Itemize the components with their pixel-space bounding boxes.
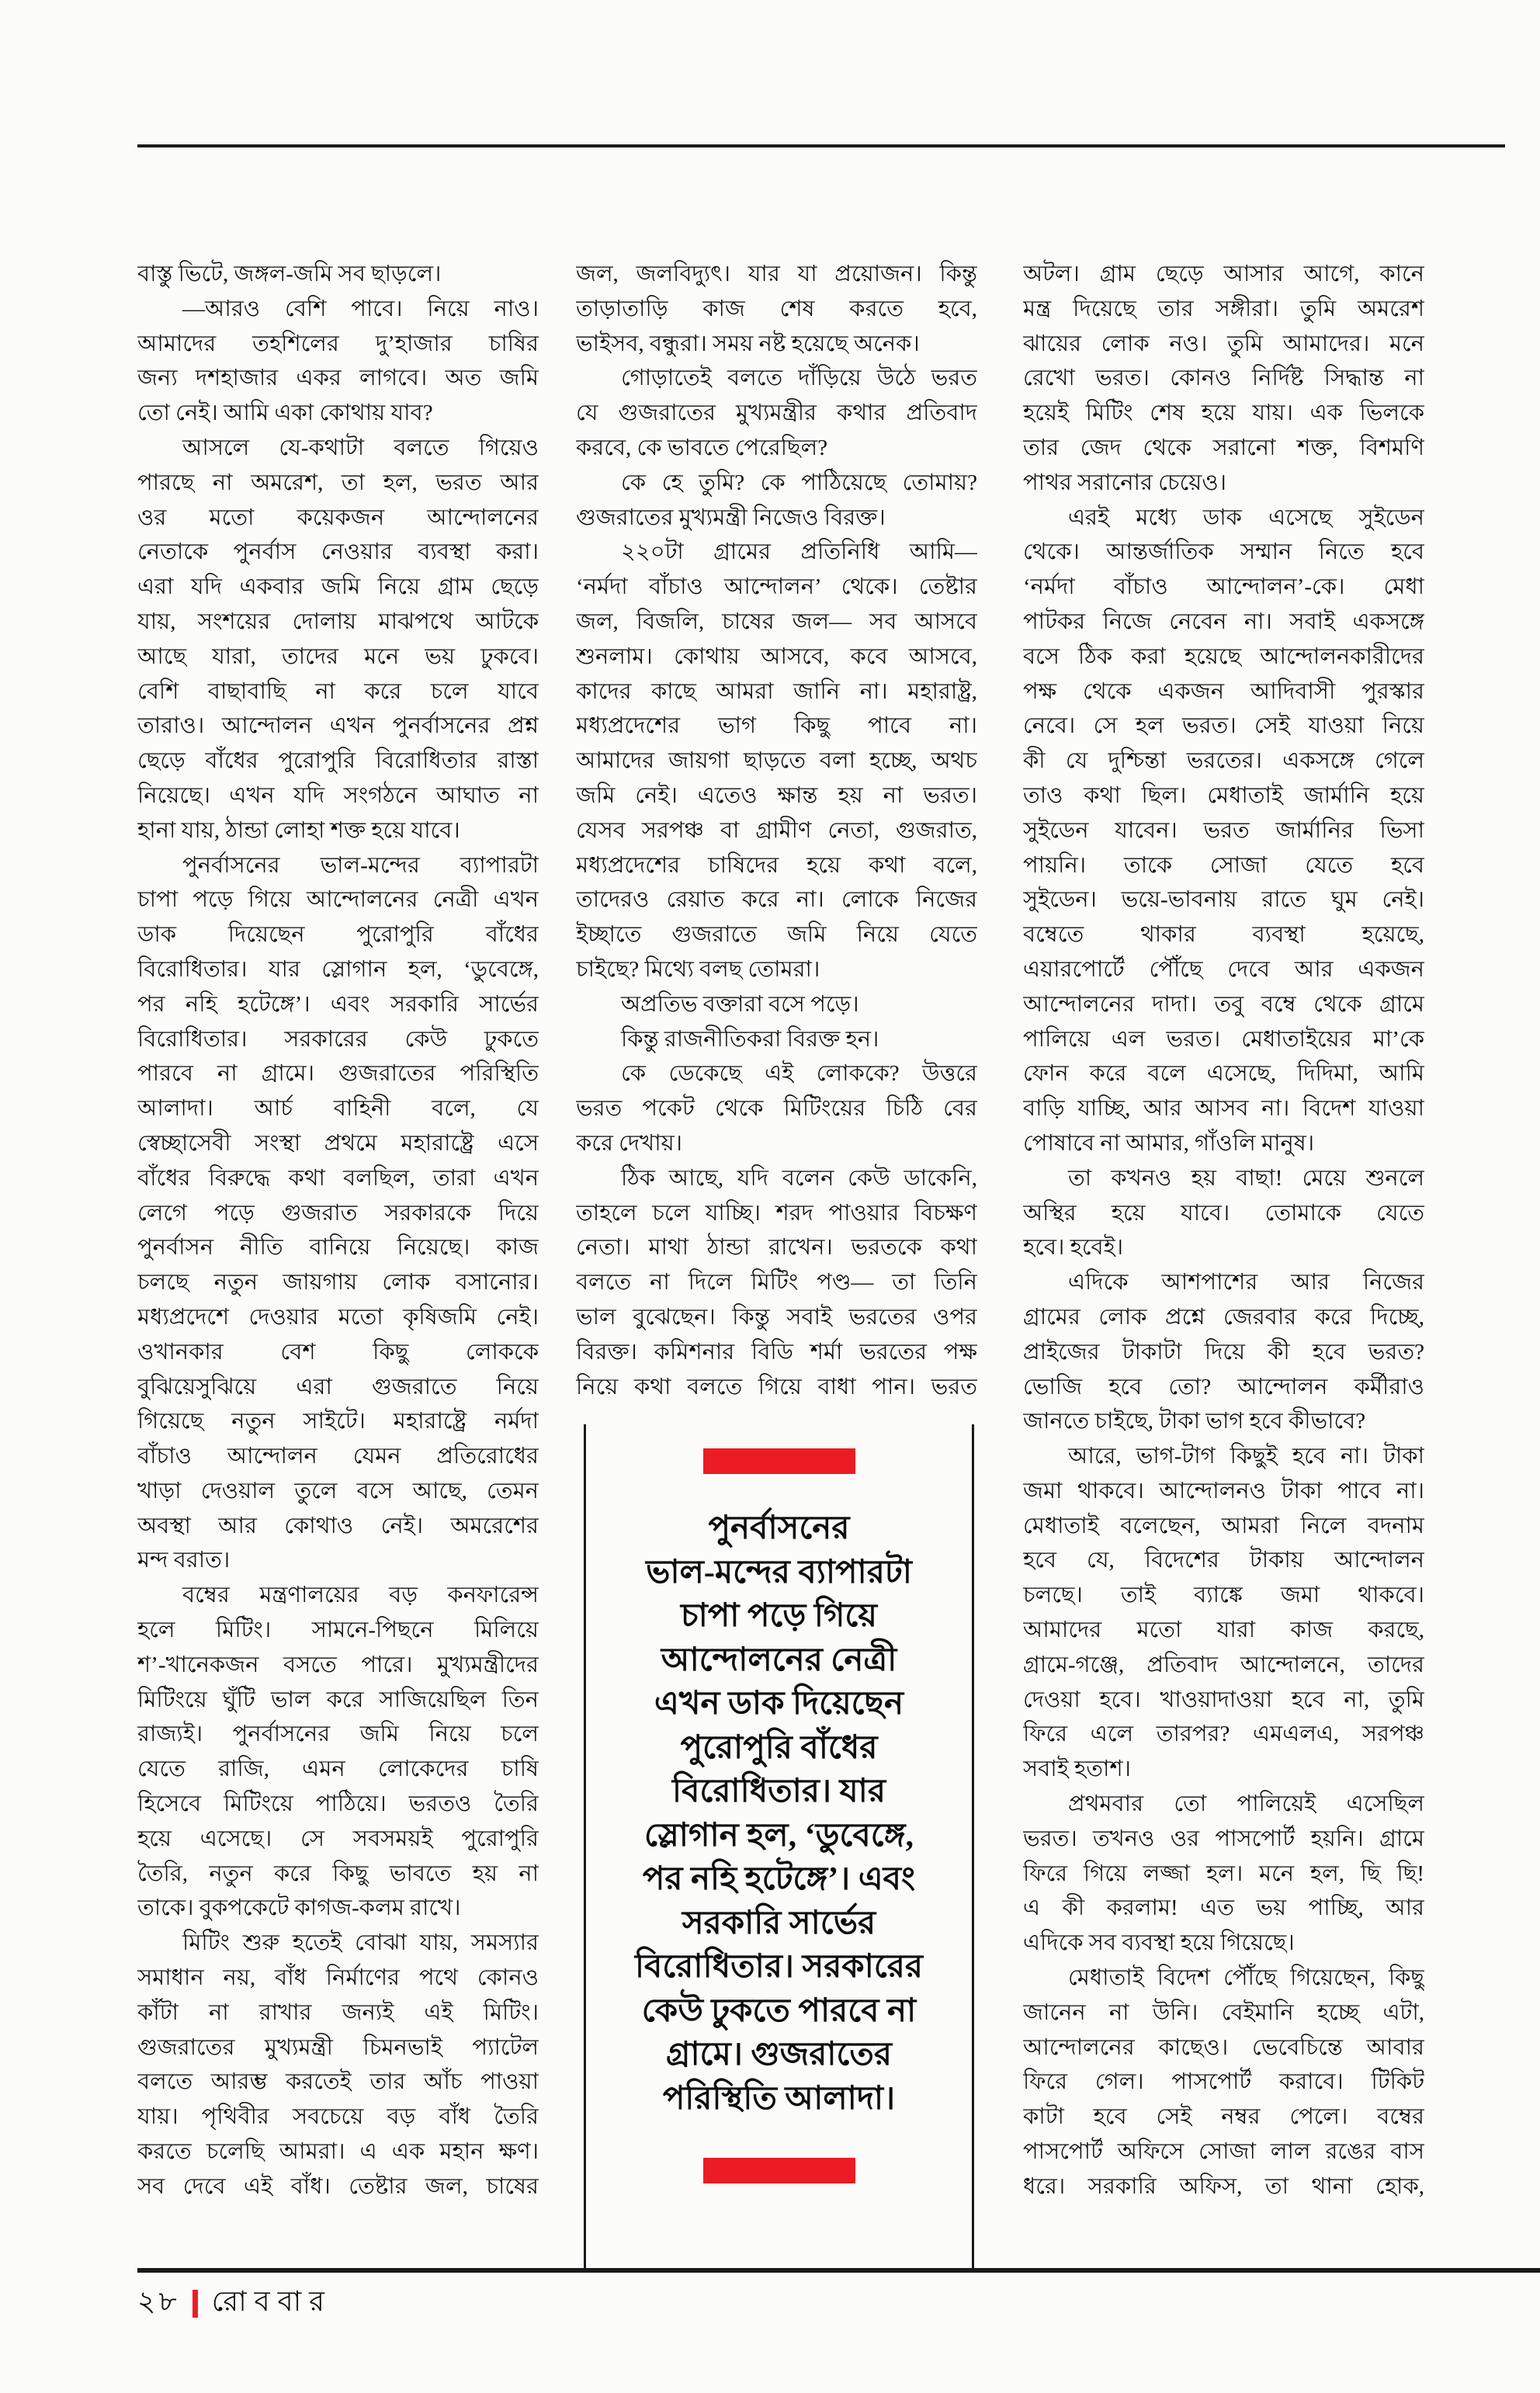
text-line: আরে, ভাগ-টাগ কিছুই হবে না। টাকা <box>1068 1444 1424 1469</box>
text-line: মন্দ বরাত। <box>137 1548 231 1573</box>
text-line: অস্থির হয়ে যাবে। তোমাকে যেতে <box>1023 1200 1424 1226</box>
text-line: পায়নি। তাকে সোজা যেতে হবে <box>1023 852 1424 878</box>
page-number: ২৮ <box>137 2286 180 2317</box>
text-line: আমাদের মতো যারা কাজ করছে, <box>1023 1618 1424 1643</box>
text-line: মধ্যপ্রদেশে দেওয়ার মতো কৃষিজমি নেই। <box>137 1304 539 1330</box>
text-line: পুনর্বাসনের <box>708 1510 850 1546</box>
text-line: মিটিং শুরু হতেই বোঝা যায়, সমস্যার <box>182 1930 539 1956</box>
article-column-1 <box>137 257 539 2204</box>
text-line: গুজরাতের মুখ্যমন্ত্রী নিজেও বিরক্ত। <box>576 505 886 530</box>
text-line: খাড়া দেওয়াল তুলে বসে আছে, তেমন <box>137 1478 539 1503</box>
text-line: নিয়েছে। এখন যদি সংগঠনে আঘাত না <box>137 782 539 808</box>
footer-separator-bar <box>192 2290 198 2318</box>
text-line: এদিকে সব ব্যবস্থা হয়ে গিয়েছে। <box>1023 1930 1295 1956</box>
text-line: করতে চলেছি আমরা। এ এক মহান ক্ষণ। <box>137 2139 539 2165</box>
text-line: তার জেদ থেকে সরানো শক্ত, বিশমণি <box>1023 435 1424 460</box>
text-line: থেকে। আন্তর্জাতিক সম্মান নিতে হবে <box>1023 539 1424 565</box>
text-line: আছে যারা, তাদের মনে ভয় ঢুকবে। <box>137 643 539 669</box>
text-line: বসে ঠিক করা হয়েছে আন্দোলনকারীদের <box>1023 643 1424 669</box>
text-line: হানা যায়, ঠান্ডা লোহা শক্ত হয়ে যাবে। <box>137 817 460 843</box>
text-line: অটল। গ্রাম ছেড়ে আসার আগে, কানে <box>1023 262 1424 286</box>
text-line: ছেড়ে বাঁধের পুরোপুরি বিরোধিতার রাস্তা <box>137 748 539 774</box>
text-line: ভরত। তখনও ওর পাসপোর্ট হয়নি। গ্রামে <box>1023 1826 1424 1851</box>
text-line: লেগে পড়ে গুজরাত সরকারকে দিয়ে <box>137 1200 539 1226</box>
text-line: মেধাতাই বলেছেন, আমরা নিলে বদনাম <box>1023 1513 1424 1538</box>
text-line: সমাধান নয়, বাঁধ নির্মাণের পথে কোনও <box>137 1965 539 1991</box>
page-footer <box>137 2285 332 2322</box>
text-line: পাসপোর্ট অফিসে সোজা লাল রঙের বাস <box>1023 2139 1424 2165</box>
text-line: সব দেবে এই বাঁধ। তেষ্টার জল, চাষের <box>137 2173 539 2199</box>
text-line: ধরে। সরকারি অফিস, তা থানা হোক, <box>1023 2173 1424 2199</box>
text-line: আন্দোলনের নেত্রী <box>661 1642 897 1678</box>
text-line: যায়, সংশয়ের দোলায় মাঝপথে আটকে <box>137 609 539 634</box>
text-line: চাপা পড়ে গিয়ে আন্দোলনের নেত্রী এখন <box>137 887 539 913</box>
text-line: মিটিংয়ে ঘুঁটি ভাল করে সাজিয়েছিল তিন <box>137 1687 539 1712</box>
text-line: কাটা হবে সেই নম্বর পেলে। বম্বের <box>1023 2104 1424 2130</box>
text-line: চাইছে? মিথ্যে বলছ তোমরা। <box>576 956 820 982</box>
text-line: —আরও বেশি পাবে। নিয়ে নাও। <box>182 296 539 321</box>
text-line: করবে, কে ভাবতে পেরেছিল? <box>576 435 828 460</box>
text-line: গুজরাতের মুখ্যমন্ত্রী চিমনভাই প্যাটেল <box>137 2034 539 2060</box>
text-line: ঠিক আছে, যদি বলেন কেউ ডাকেনি, <box>621 1165 977 1191</box>
text-line: সবাই হতাশ। <box>1023 1757 1131 1782</box>
text-line: জল, জলবিদ্যুৎ। যার যা প্রয়োজন। কিন্তু <box>576 262 977 286</box>
text-line: গিয়েছে নতুন সাইটে। মহারাষ্ট্রে নর্মদা <box>137 1409 539 1434</box>
text-line: তো নেই। আমি একা কোথায় যাব? <box>137 401 433 426</box>
text-line: কাঁটা না রাখার জন্যই এই মিটিং। <box>137 1999 539 2025</box>
text-line: বিরোধিতার। সরকারের <box>635 1949 923 1985</box>
magazine-name: রোববার <box>211 2286 332 2317</box>
text-line: নেবে। সে হল ভরত। সেই যাওয়া নিয়ে <box>1023 713 1424 739</box>
text-line: হয়ে এসেছে। সে সবসময়ই পুরোপুরি <box>137 1826 539 1851</box>
text-line: শ’-খানেকজন বসতে পারে। মুখ্যমন্ত্রীদের <box>137 1652 539 1677</box>
article-column-2 <box>576 257 977 1404</box>
text-line: বেশি বাছাবাছি না করে চলে যাবে <box>137 678 539 704</box>
text-line: তাহলে চলে যাচ্ছি। শরদ পাওয়ার বিচক্ষণ <box>576 1200 977 1226</box>
text-line: অবস্থা আর কোথাও নেই। অমরেশের <box>137 1513 539 1538</box>
text-line: এদিকে আশপাশের আর নিজের <box>1068 1270 1424 1295</box>
text-line: নেতা। মাথা ঠান্ডা রাখেন। ভরতকে কথা <box>576 1235 977 1261</box>
text-line: জমা থাকবে। আন্দোলনও টাকা পাবে না। <box>1023 1478 1424 1503</box>
text-line: আলাদা। আর্চ বাহিনী বলে, যে <box>137 1096 539 1122</box>
text-line: বাড়ি যাচ্ছি, আর আসব না। বিদেশ যাওয়া <box>1023 1096 1424 1122</box>
text-line: জন্য দশহাজার একর লাগবে। অত জমি <box>137 366 539 391</box>
text-line: বলতে আরম্ভ করতেই তার আঁচ পাওয়া <box>137 2069 539 2095</box>
text-line: কাদের কাছে আমরা জানি না। মহারাষ্ট্র, <box>576 678 977 704</box>
text-line: এখন ডাক দিয়েছেন <box>654 1686 904 1722</box>
text-line: তাকে। বুকপকেটে কাগজ-কলম রাখে। <box>137 1895 461 1921</box>
text-line: সুইডেন যাবেন। ভরত জার্মানির ভিসা <box>1023 817 1424 843</box>
text-line: পুনর্বাসন নীতি বানিয়ে নিয়েছে। কাজ <box>137 1235 539 1261</box>
text-line: দেওয়া হবে। খাওয়াদাওয়া হবে না, তুমি <box>1023 1687 1424 1712</box>
text-line: গ্রামে-গঞ্জে, প্রতিবাদ আন্দোলনে, তাদের <box>1023 1652 1424 1677</box>
text-line: পুনর্বাসনের ভাল-মন্দের ব্যাপারটা <box>182 852 539 878</box>
text-line: ২২০টা গ্রামের প্রতিনিধি আমি— <box>621 539 977 565</box>
text-line: তা কখনও হয় বাছা! মেয়ে শুনলে <box>1068 1165 1424 1191</box>
text-line: আমাদের তহশিলের দু’হাজার চাষির <box>137 331 539 356</box>
text-line: পরিস্থিতি আলাদা। <box>662 2080 896 2117</box>
text-line: রাজ্যই। পুনর্বাসনের জমি নিয়ে চলে <box>137 1722 539 1747</box>
text-line: পালিয়ে এল ভরত। মেধাতাইয়ের মা’কে <box>1023 1026 1424 1052</box>
text-line: গোড়াতেই বলতে দাঁড়িয়ে উঠে ভরত <box>621 366 977 391</box>
text-line: ডাক দিয়েছেন পুরোপুরি বাঁধের <box>137 922 539 948</box>
text-line: স্বেচ্ছাসেবী সংস্থা প্রথমে মহারাষ্ট্রে এসে <box>137 1130 539 1156</box>
text-line: ফিরে গেল। পাসপোর্ট করাবে। টিকিট <box>1023 2069 1424 2095</box>
text-line: ভাইসব, বন্ধুরা। সময় নষ্ট হয়েছে অনেক। <box>576 331 920 356</box>
text-line: বম্বেতে থাকার ব্যবস্থা হয়েছে, <box>1023 922 1424 948</box>
text-line: মন্ত্র দিয়েছে তার সঙ্গীরা। তুমি অমরেশ <box>1023 296 1424 321</box>
text-line: তাদেরও রেয়াত করে না। লোকে নিজের <box>576 887 977 913</box>
text-line: ভোজি হবে তো? আন্দোলন কর্মীরাও <box>1023 1374 1424 1399</box>
text-line: পর নহি হটেঙ্গে’। এবং <box>642 1861 916 1897</box>
top-rule <box>137 144 1505 147</box>
text-line: পক্ষ থেকে একজন আদিবাসী পুরস্কার <box>1023 678 1424 704</box>
text-line: ওখানকার বেশ কিছু লোককে <box>137 1339 539 1365</box>
text-line: ভরত পকেট থেকে মিটিংয়ের চিঠি বের <box>576 1096 977 1122</box>
text-line: ‘নর্মদা বাঁচাও আন্দোলন’ থেকে। তেষ্টার <box>576 574 977 600</box>
text-line: সুইডেন। ভয়ে-ভাবনায় রাতে ঘুম নেই। <box>1023 887 1424 913</box>
text-line: জল, বিজলি, চাষের জল— সব আসবে <box>576 609 977 634</box>
text-line: হবে যে, বিদেশের টাকায় আন্দোলন <box>1023 1548 1424 1573</box>
text-line: বাঁচাও আন্দোলন যেমন প্রতিরোধের <box>137 1444 539 1469</box>
text-line: পারছে না অমরেশ, তা হল, ভরত আর <box>137 470 539 495</box>
text-line: পুরোপুরি বাঁধের <box>680 1729 878 1766</box>
article-column-3 <box>1023 257 1424 2204</box>
text-line: করে দেখায়। <box>576 1130 683 1156</box>
text-line: ফিরে এলে তারপর? এমএলএ, সরপঞ্চ <box>1023 1722 1424 1747</box>
pull-quote-box <box>584 1424 974 2268</box>
text-line: মধ্যপ্রদেশের ভাগ কিছু পাবে না। <box>576 713 977 739</box>
text-line: পোষাবে না আমার, গাঁওলি মানুষ। <box>1023 1130 1315 1156</box>
text-line: সরকারি সার্ভের <box>682 1905 876 1941</box>
text-line: ‘নর্মদা বাঁচাও আন্দোলন’-কে। মেধা <box>1023 574 1424 600</box>
text-line: চাপা পড়ে গিয়ে <box>680 1598 878 1634</box>
pull-quote-top-accent-bar <box>703 1448 855 1474</box>
text-line: তারাও। আন্দোলন এখন পুনর্বাসনের প্রশ্ন <box>137 713 539 739</box>
text-line: কিন্তু রাজনীতিকরা বিরক্ত হন। <box>621 1026 879 1052</box>
text-line: যে গুজরাতের মুখ্যমন্ত্রীর কথার প্রতিবাদ <box>576 401 977 426</box>
text-line: জানেন না উনি। বেইমানি হচ্ছে এটা, <box>1023 1999 1424 2025</box>
text-line: কে ডেকেছে এই লোককে? উত্তরে <box>621 1061 977 1087</box>
text-line: কে হে তুমি? কে পাঠিয়েছে তোমায়? <box>621 470 977 495</box>
text-line: হিসেবে মিটিংয়ে পাঠিয়ে। ভরতও তৈরি <box>137 1791 539 1817</box>
text-line: কী যে দুশ্চিন্তা ভরতের। একসঙ্গে গেলে <box>1023 748 1424 774</box>
text-line: তাও কথা ছিল। মেধাতাই জার্মানি হয়ে <box>1023 782 1424 808</box>
text-line: নিয়ে কথা বলতে গিয়ে বাধা পান। ভরত <box>576 1374 977 1399</box>
text-line: ওর মতো কয়েকজন আন্দোলনের <box>137 505 539 530</box>
text-line: বিরক্ত। কমিশনার বিডি শর্মা ভরতের পক্ষ <box>576 1339 977 1365</box>
text-line: বলতে না দিলে মিটিং পণ্ড— তা তিনি <box>576 1270 977 1295</box>
text-line: কেউ ঢুকতে পারবে না <box>641 1992 917 2029</box>
text-line: পারবে না গ্রামে। গুজরাতের পরিস্থিতি <box>137 1061 539 1087</box>
text-line: জমি নেই। এতেও ক্ষান্ত হয় না ভরত। <box>576 782 977 808</box>
text-line: স্লোগান হল, ‘ডুবেঙ্গে, <box>644 1817 914 1854</box>
text-line: ইচ্ছাতে গুজরাতে জমি নিয়ে যেতে <box>576 922 977 948</box>
text-line: হয়েই মিটিং শেষ হয়ে যায়। এক ভিলকে <box>1023 401 1424 426</box>
text-line: বিরোধিতার। সরকারের কেউ ঢুকতে <box>137 1026 539 1052</box>
text-line: রেখো ভরত। কোনও নির্দিষ্ট সিদ্ধান্ত না <box>1023 366 1424 391</box>
text-line: আন্দোলনের দাদা। তবু বম্বে থেকে গ্রামে <box>1023 991 1424 1017</box>
text-line: যেসব সরপঞ্চ বা গ্রামীণ নেতা, গুজরাত, <box>576 817 977 843</box>
text-line: যেতে রাজি, এমন লোকেদের চাষি <box>137 1757 539 1782</box>
text-line: এ কী করলাম! এত ভয় পাচ্ছি, আর <box>1023 1895 1424 1921</box>
text-line: মধ্যপ্রদেশের চাষিদের হয়ে কথা বলে, <box>576 852 977 878</box>
text-line: জানতে চাইছে, টাকা ভাগ হবে কীভাবে? <box>1023 1409 1366 1434</box>
text-line: এরা যদি একবার জমি নিয়ে গ্রাম ছেড়ে <box>137 574 539 600</box>
text-line: আসলে যে-কথাটা বলতে গিয়েও <box>182 435 539 460</box>
text-line: বুঝিয়েসুঝিয়ে এরা গুজরাতে নিয়ে <box>137 1374 539 1399</box>
text-line: গ্রামের লোক প্রশ্নে জেরবার করে দিচ্ছে, <box>1023 1304 1424 1330</box>
text-line: পাথর সরানোর চেয়েও। <box>1023 470 1227 495</box>
text-line: এয়ারপোর্টে পৌঁছে দেবে আর একজন <box>1023 956 1424 982</box>
text-line: হলে মিটিং। সামনে-পিছনে মিলিয়ে <box>137 1618 539 1643</box>
text-line: ফিরে গিয়ে লজ্জা হল। মনে হল, ছি ছি! <box>1023 1861 1424 1886</box>
pull-quote-bottom-accent-bar <box>703 2158 855 2183</box>
pull-quote-text <box>592 1507 966 2121</box>
text-line: তৈরি, নতুন করে কিছু ভাবতে হয় না <box>137 1861 539 1886</box>
text-line: পাটকর নিজে নেবেন না। সবাই একসঙ্গে <box>1023 609 1424 634</box>
text-line: শুনলাম। কোথায় আসবে, কবে আসবে, <box>576 643 977 669</box>
text-line: চলছে নতুন জায়গায় লোক বসানোর। <box>137 1270 539 1295</box>
text-line: চলছে। তাই ব্যাঙ্কে জমা থাকবে। <box>1023 1583 1424 1608</box>
text-line: হবে। হবেই। <box>1023 1235 1124 1261</box>
text-line: ফোন করে বলে এসেছে, দিদিমা, আমি <box>1023 1061 1424 1087</box>
text-line: বম্বের মন্ত্রণালয়ের বড় কনফারেন্স <box>182 1583 539 1608</box>
text-line: প্রাইজের টাকাটা দিয়ে কী হবে ভরত? <box>1023 1339 1424 1365</box>
text-line: ভাল-মন্দের ব্যাপারটা <box>646 1554 912 1590</box>
text-line: বাস্তু ভিটে, জঙ্গল-জমি সব ছাড়লে। <box>137 262 442 286</box>
text-line: যায়। পৃথিবীর সবচেয়ে বড় বাঁধ তৈরি <box>137 2104 539 2130</box>
text-line: নেতাকে পুনর্বাস নেওয়ার ব্যবস্থা করা। <box>137 539 539 565</box>
text-line: প্রথমবার তো পালিয়েই এসেছিল <box>1068 1791 1424 1817</box>
text-line: বিরোধিতার। যার <box>672 1774 886 1809</box>
text-line: আমাদের জায়গা ছাড়তে বলা হচ্ছে, অথচ <box>576 748 977 774</box>
text-line: ভাল বুঝেছেন। কিন্তু সবাই ভরতের ওপর <box>576 1304 977 1330</box>
text-line: ঝায়ের লোক নও। তুমি আমাদের। মনে <box>1023 331 1424 356</box>
text-line: মেধাতাই বিদেশ পৌঁছে গিয়েছেন, কিছু <box>1068 1965 1424 1991</box>
text-line: অপ্রতিভ বক্তারা বসে পড়ে। <box>621 991 859 1017</box>
text-line: বিরোধিতার। যার স্লোগান হল, ‘ডুবেঙ্গে, <box>137 956 539 982</box>
footer-rule <box>137 2268 1540 2273</box>
text-line: এরই মধ্যে ডাক এসেছে সুইডেন <box>1068 505 1424 530</box>
text-line: আন্দোলনের কাছেও। ভেবেচিন্তে আবার <box>1023 2034 1424 2060</box>
text-line: বাঁধের বিরুদ্ধে কথা বলছিল, তারা এখন <box>137 1165 539 1191</box>
text-line: পর নহি হটেঙ্গে’। এবং সরকারি সার্ভের <box>137 991 539 1017</box>
text-line: তাড়াতাড়ি কাজ শেষ করতে হবে, <box>576 296 977 321</box>
text-line: গ্রামে। গুজরাতের <box>666 2037 892 2072</box>
